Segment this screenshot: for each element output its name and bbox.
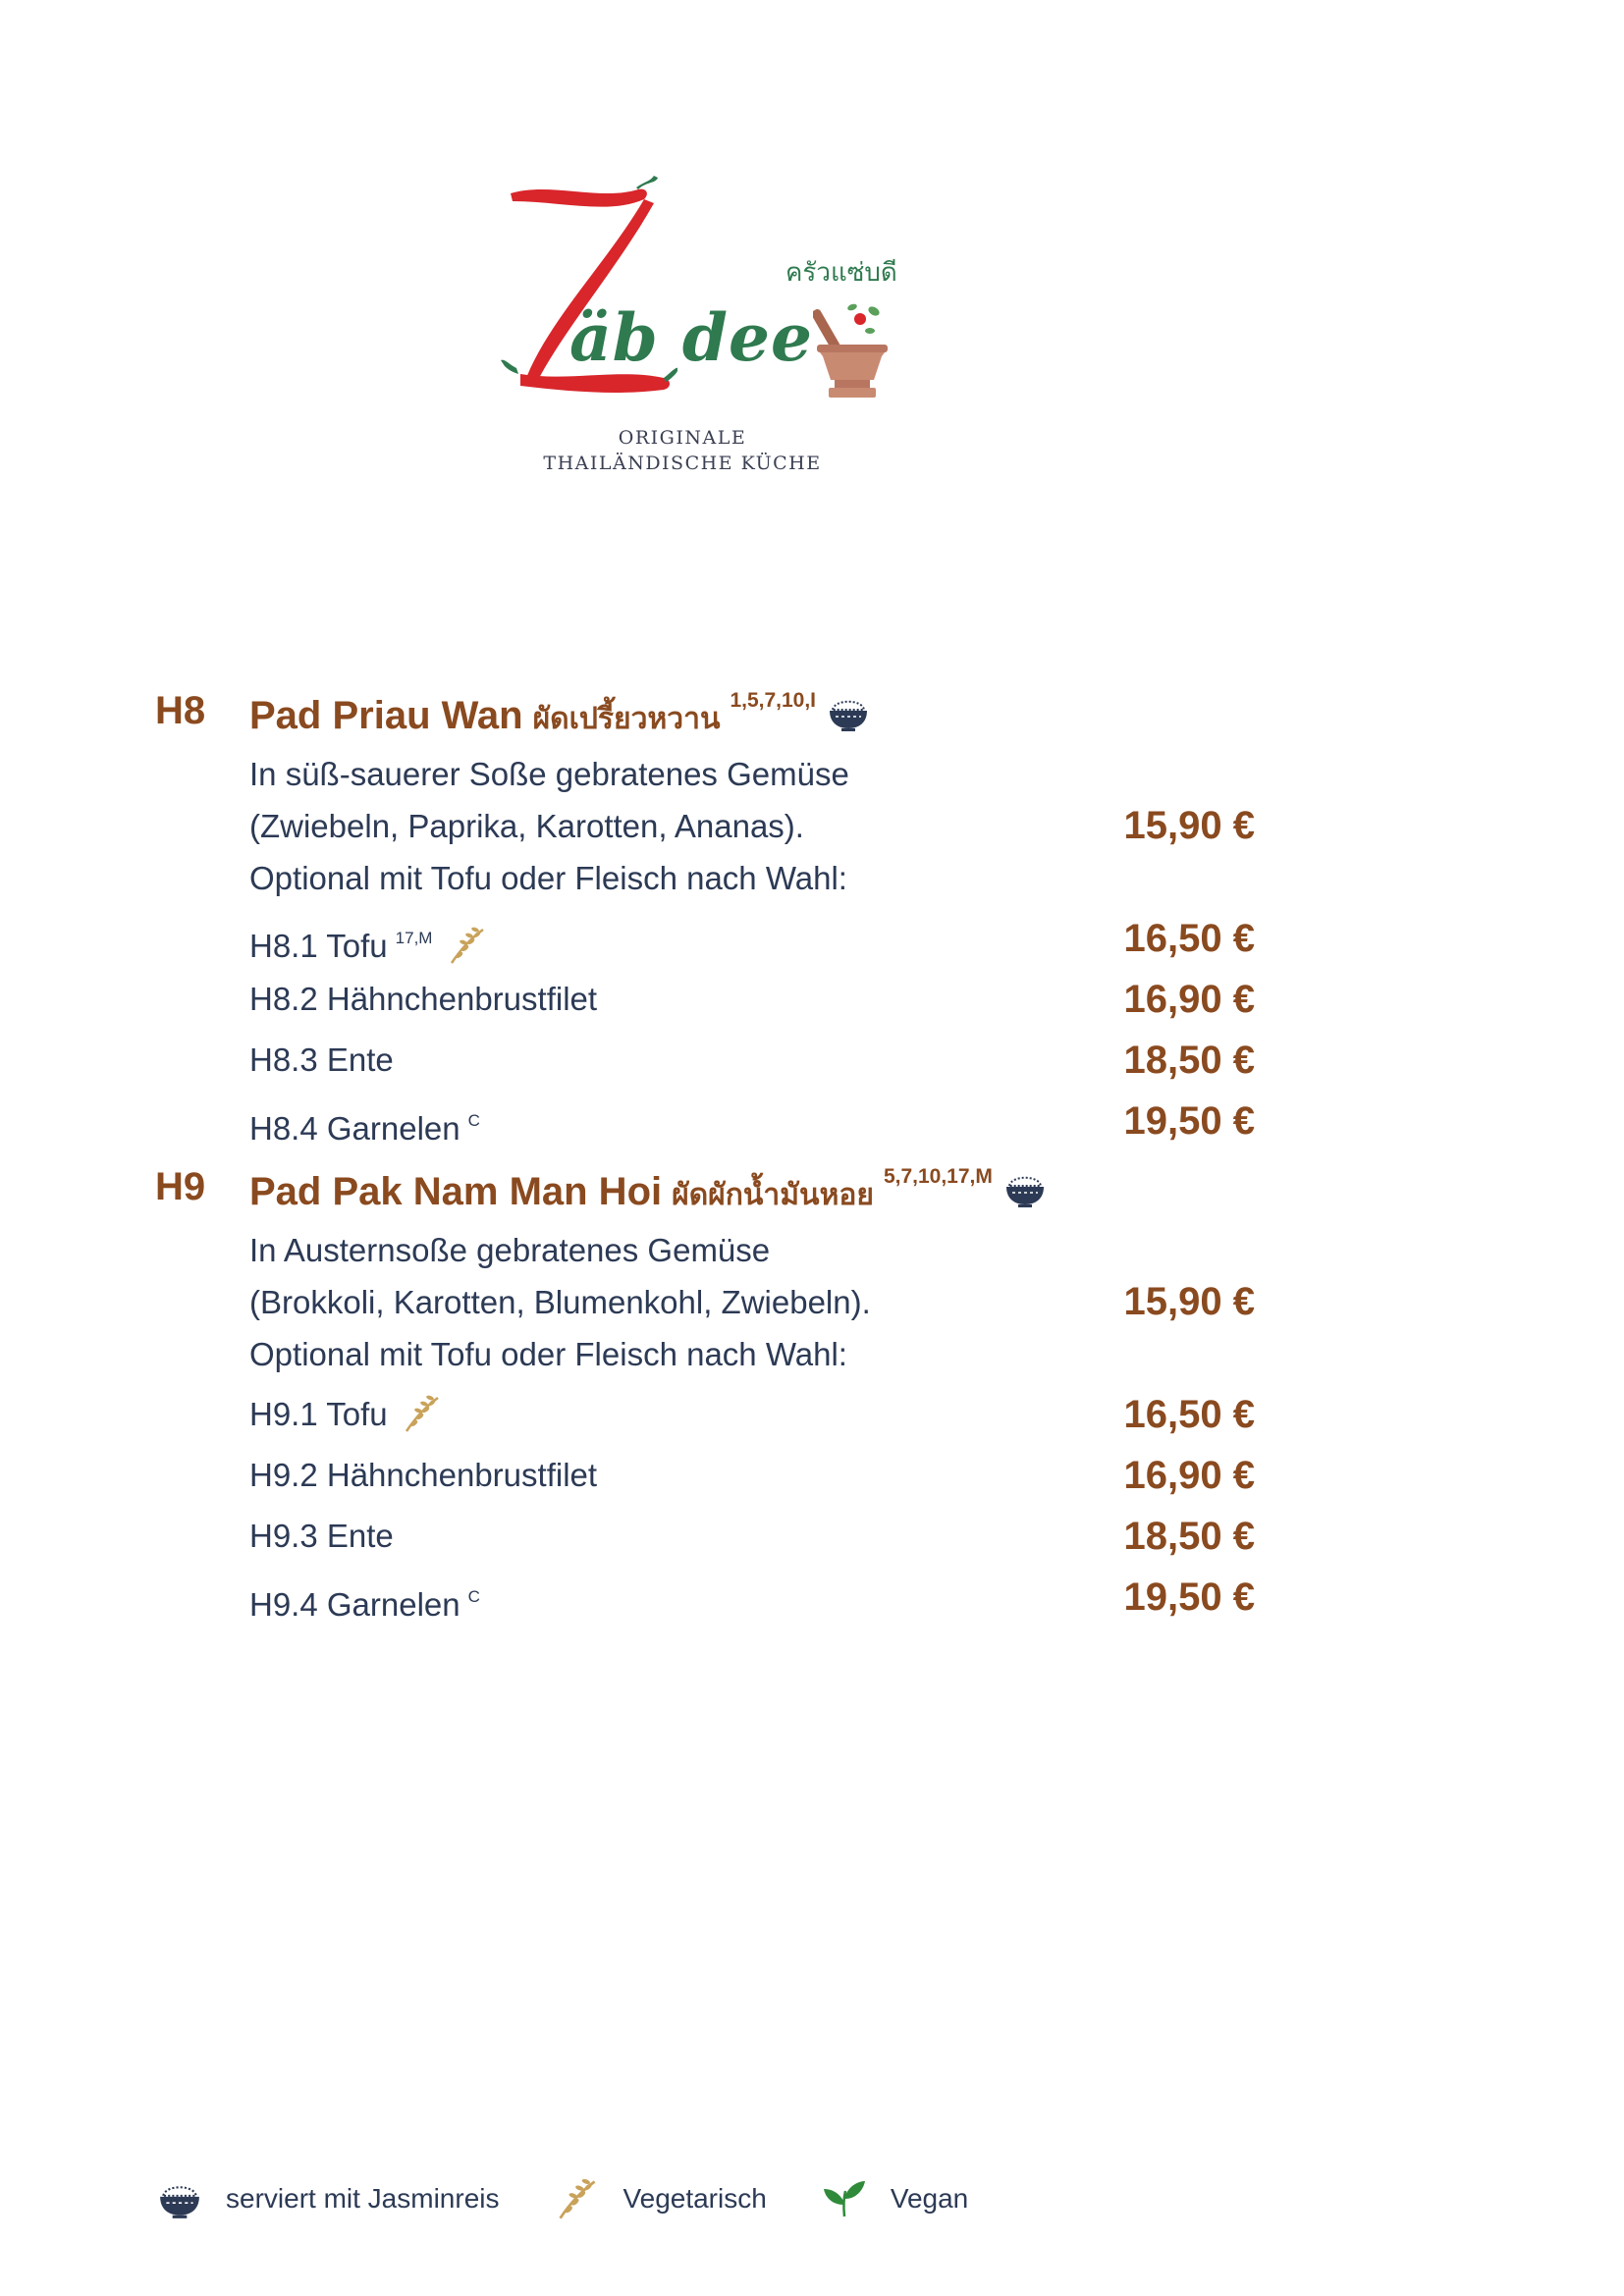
dish-title [249,689,870,742]
logo-thai-name: ครัวแซ่บดี [785,258,897,288]
legend-label: serviert mit Jasminreis [226,2183,500,2214]
dish-thai-name: ผัดผักน้ำมันหอย [672,1178,874,1212]
leaf-icon [822,2177,867,2220]
option-allergens: 17,M [395,929,433,947]
option-label: H8.2 Hähnchenbrustfilet [249,981,598,1017]
mortar-pestle-icon [813,297,892,405]
logo-wordmark: äb dee [569,299,814,376]
logo-subtitle-line2: THAILÄNDISCHE KÜCHE [543,453,822,474]
option-row [155,1445,1255,1506]
dish-allergens: 5,7,10,17,M [883,1165,993,1188]
dish-h9 [155,1165,1255,1628]
dish-base-price: 15,90 € [1123,1280,1255,1323]
option-label: H9.3 Ente [249,1518,394,1554]
option-row [155,1030,1255,1091]
dish-description-line: In Austernsoße gebratenes Gemüse [249,1232,771,1268]
option-row [155,969,1255,1030]
option-label: H8.3 Ente [249,1041,394,1078]
option-row [155,1091,1255,1151]
option-label: H9.4 Garnelen [249,1586,460,1623]
dish-code: H9 [155,1165,206,1208]
dish-code: H8 [155,689,206,732]
option-label: H8.1 Tofu [249,928,388,964]
option-label: H8.4 Garnelen [249,1110,460,1147]
option-allergens: C [467,1587,480,1606]
dish-description-line: In süß-sauerer Soße gebratenes Gemüse [249,756,849,792]
option-row [155,908,1255,969]
option-allergens: C [467,1111,480,1130]
legend-label: Vegan [890,2183,969,2214]
legend-item-rice [157,2177,499,2220]
option-price: 19,50 € [1123,1099,1255,1143]
option-row [155,1567,1255,1628]
wheat-icon [554,2177,599,2220]
option-price: 19,50 € [1123,1575,1255,1619]
option-price: 16,90 € [1123,978,1255,1021]
option-row [155,1384,1255,1445]
logo-subtitle [491,425,874,476]
dish-description-line: Optional mit Tofu oder Fleisch nach Wahl: [249,1336,847,1372]
dish-thai-name: ผัดเปรี้ยวหวาน [532,702,721,736]
dish-header [155,689,1255,748]
legend-item-vegetarian [554,2177,766,2220]
rice-bowl-icon [157,2177,202,2220]
dish-description-text: (Zwiebeln, Paprika, Karotten, Ananas). [249,808,804,844]
option-label: H9.2 Hähnchenbrustfilet [249,1457,598,1493]
dish-description-line [155,800,1255,852]
dish-allergens: 1,5,7,10,I [730,689,817,712]
option-row [155,1506,1255,1567]
option-price: 18,50 € [1123,1515,1255,1558]
dish-description-line [155,1276,1255,1328]
option-label: H9.1 Tofu [249,1396,388,1432]
dish-base-price: 15,90 € [1123,804,1255,847]
rice-bowl-icon [827,693,870,732]
wheat-icon [446,926,487,965]
dish-description-line: Optional mit Tofu oder Fleisch nach Wahl: [249,860,847,896]
wheat-icon [401,1394,442,1433]
logo [491,162,923,486]
legend-label: Vegetarisch [623,2183,767,2214]
dish-header [155,1165,1255,1224]
dish-title [249,1165,1047,1218]
option-price: 18,50 € [1123,1039,1255,1082]
logo-subtitle-line1: ORIGINALE [618,427,747,449]
dish-name: Pad Pak Nam Man Hoi [249,1170,663,1213]
rice-bowl-icon [1003,1169,1047,1208]
dish-h8 [155,689,1255,1151]
option-price: 16,50 € [1123,1393,1255,1436]
option-price: 16,90 € [1123,1454,1255,1497]
legend [157,2174,1023,2223]
legend-item-vegan [822,2177,968,2220]
dish-description-text: (Brokkoli, Karotten, Blumenkohl, Zwiebeln). [249,1284,871,1320]
dish-name: Pad Priau Wan [249,694,523,737]
option-price: 16,50 € [1123,917,1255,960]
